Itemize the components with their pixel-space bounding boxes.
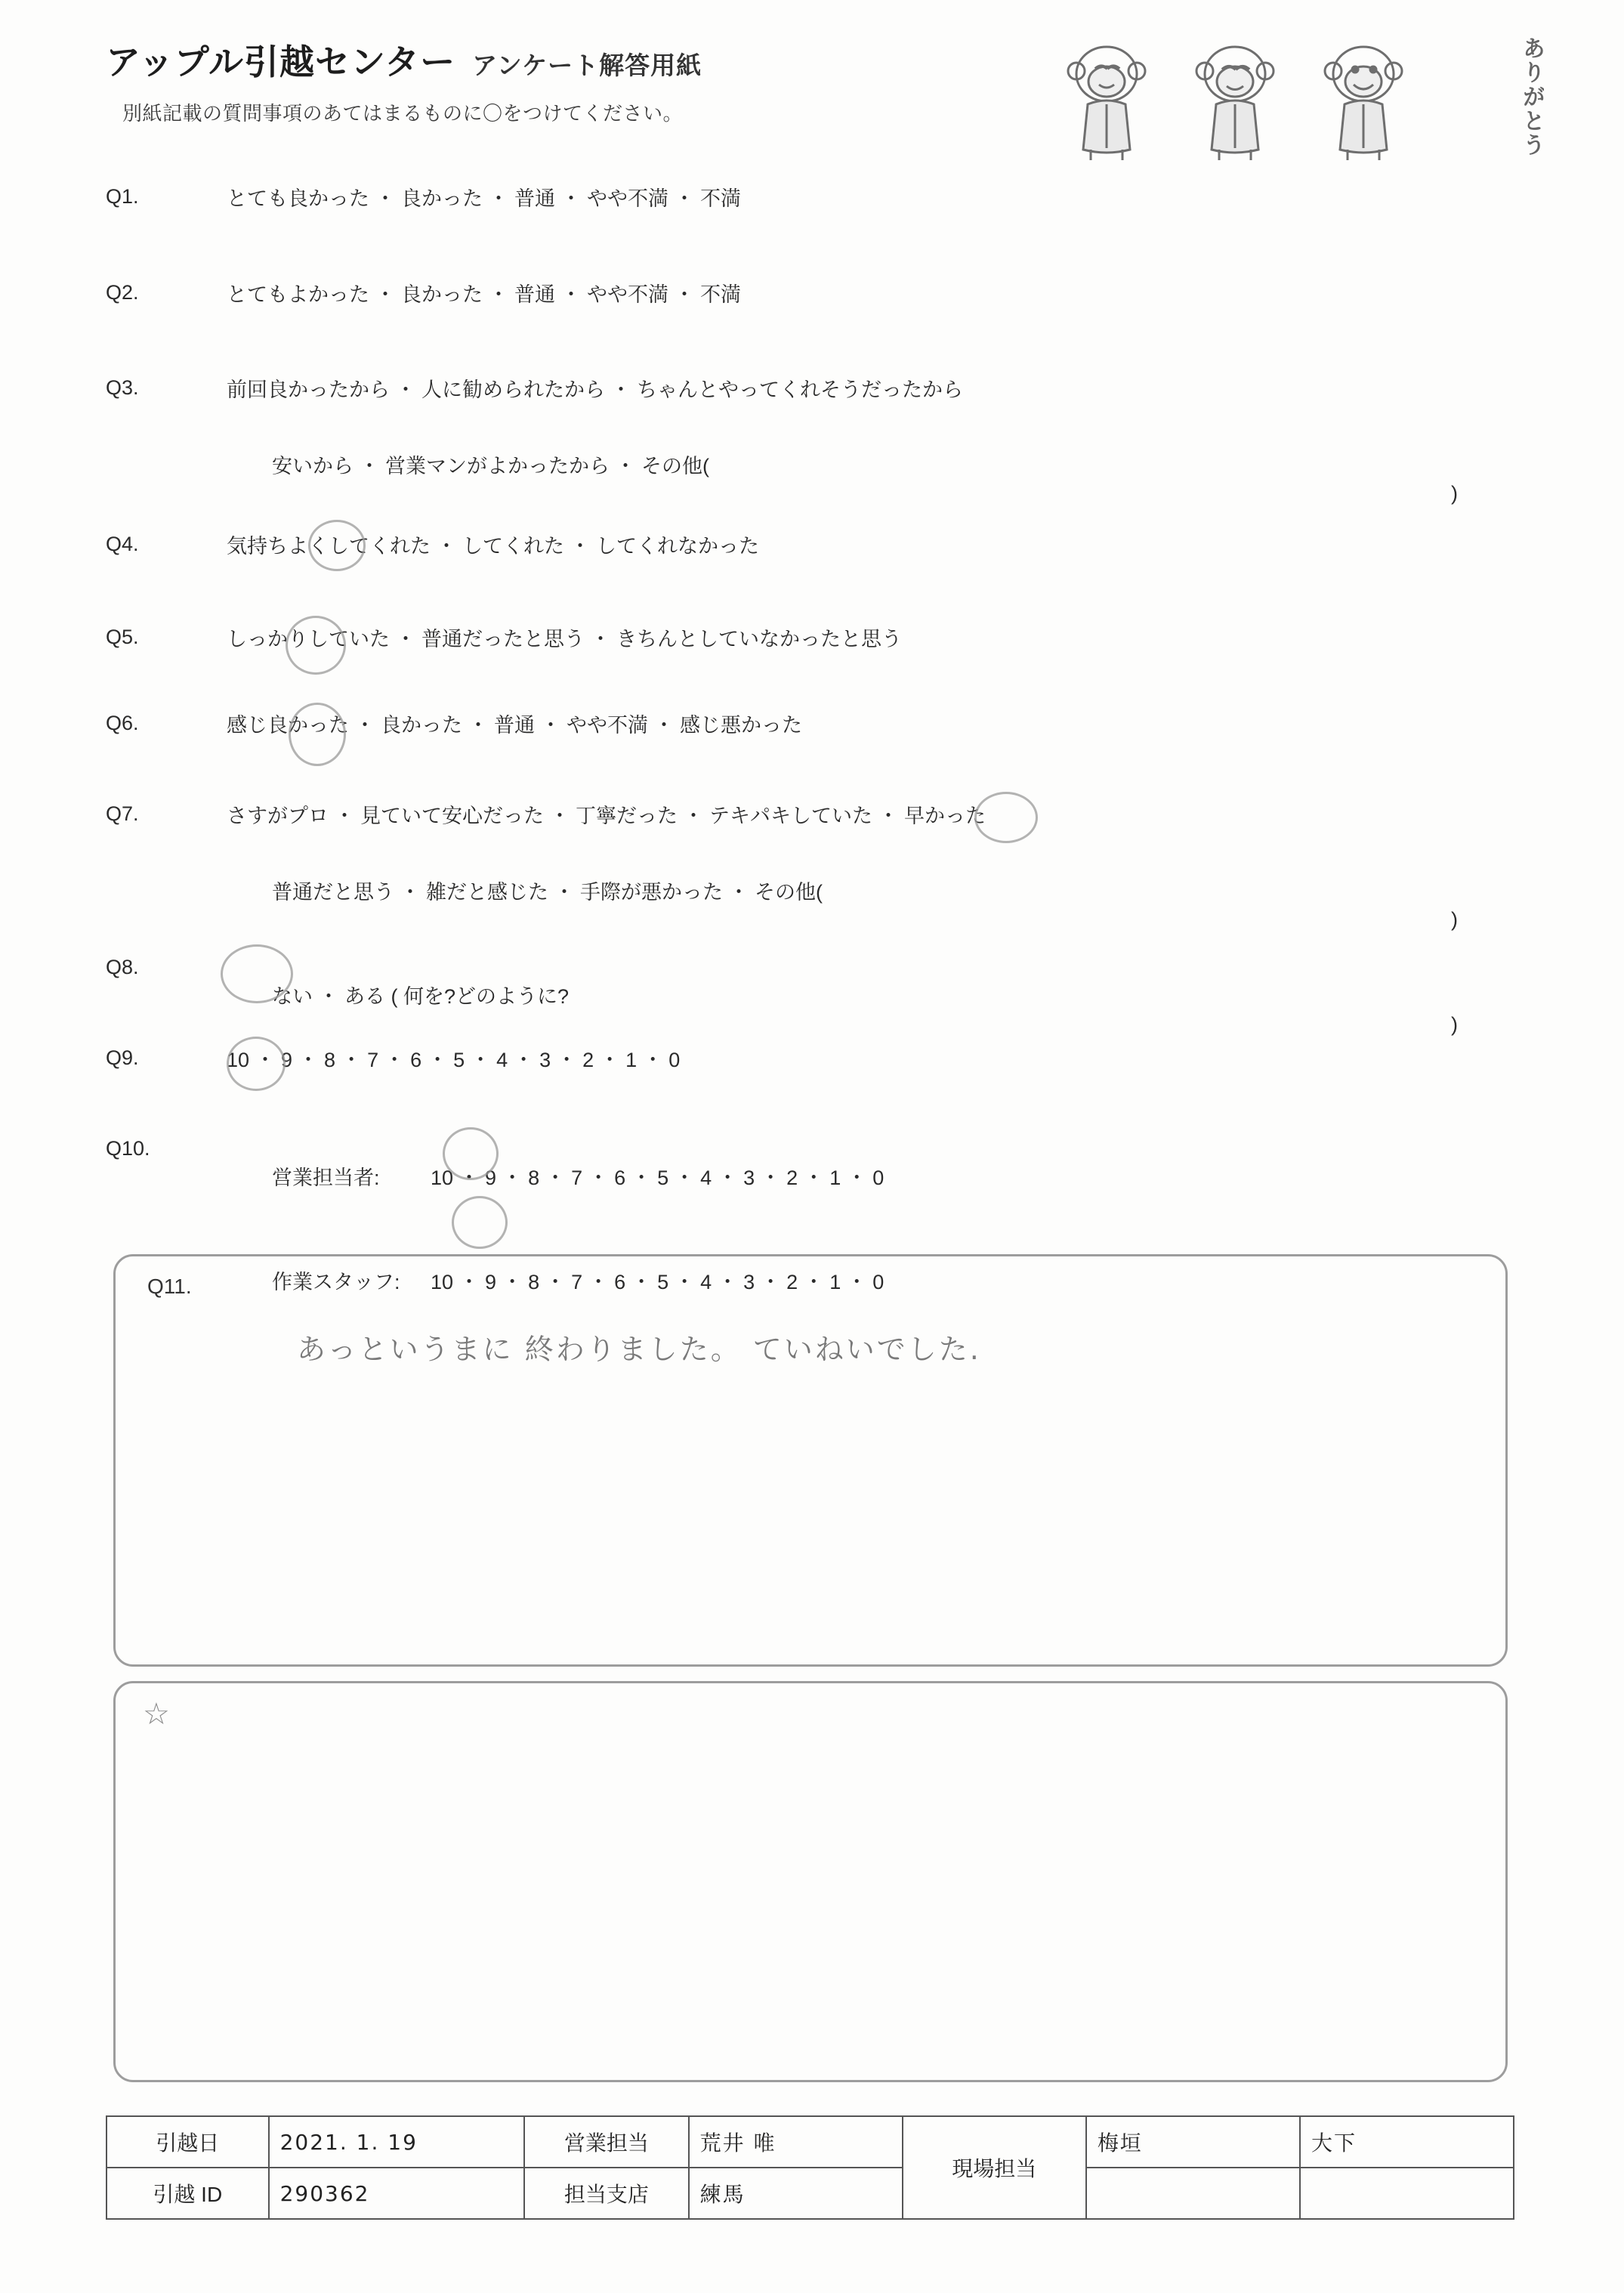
q3-option-line-1[interactable]: 前回良かったから ・ 人に勧められたから ・ ちゃんとやってくれそうだったから (227, 379, 964, 401)
q5-label: Q5. (106, 626, 139, 648)
site-staff-value-1[interactable]: 梅垣 (1086, 2116, 1300, 2168)
q7-option-line-2[interactable] (227, 851, 1526, 961)
q2-option-line[interactable]: とてもよかった ・ 良かった ・ 普通 ・ やや不満 ・ 不満 (227, 283, 742, 306)
move-id-value[interactable]: 290362 (269, 2168, 525, 2219)
move-id-label: 引越 ID (107, 2168, 269, 2219)
star-comment-box[interactable] (113, 1681, 1508, 2082)
question-q1 (106, 185, 1526, 212)
site-staff-extra-1[interactable] (1086, 2168, 1300, 2219)
q1-option-line[interactable]: とても良かった ・ 良かった ・ 普通 ・ やや不満 ・ 不満 (227, 187, 742, 210)
move-date-value[interactable]: 2021. 1. 19 (269, 2116, 525, 2168)
q2-label: Q2. (106, 281, 139, 304)
thanks-text: ありがとう (1519, 36, 1544, 157)
site-staff-label: 現場担当 (903, 2116, 1086, 2219)
site-staff-value-2[interactable]: 大下 (1300, 2116, 1514, 2168)
q8-close-paren: ) (1451, 1012, 1458, 1036)
branch-value[interactable]: 練馬 (689, 2168, 903, 2219)
q10-label: Q10. (106, 1137, 150, 1160)
question-q2 (106, 281, 1526, 308)
move-date-label: 引越日 (107, 2116, 269, 2168)
branch-label: 担当支店 (524, 2168, 688, 2219)
q5-options (227, 626, 1526, 653)
q7-option-line-1[interactable]: さすがプロ ・ 見ていて安心だった ・ 丁寧だった ・ テキパキしていた ・ 早かった (227, 805, 986, 827)
q10-staff-label: 作業スタッフ: (272, 1270, 400, 1293)
page-header (106, 35, 1178, 126)
q10-sales-label: 営業担当者: (272, 1167, 380, 1190)
q11-handwritten-comment: あっというまに 終わりました。 ていねいでした. (297, 1333, 981, 1366)
instruction-text: 別紙記載の質問事項のあてはまるものに〇をつけてください。 (122, 102, 684, 125)
q11-label: Q11. (147, 1275, 192, 1298)
q9-scale-line[interactable]: 10 ・ 9 ・ 8 ・ 7 ・ 6 ・ 5 ・ 4 ・ 3 ・ 2 ・ 1 ・ 0 (227, 1049, 681, 1071)
question-q5 (106, 626, 1526, 653)
star-icon: ☆ (143, 1698, 170, 1731)
q1-options (227, 185, 1526, 212)
monkey-icon-3 (1314, 35, 1413, 163)
question-q4 (106, 533, 1526, 560)
question-q9 (106, 1046, 1526, 1074)
q10-sales-row[interactable] (227, 1137, 1526, 1219)
q5-option-line[interactable]: しっかりしていた ・ 普通だったと思う ・ きちんとしていなかったと思う (227, 628, 903, 651)
q8-label: Q8. (106, 956, 139, 978)
q10-staff-scale: 10 ・ 9 ・ 8 ・ 7 ・ 6 ・ 5 ・ 4 ・ 3 ・ 2 ・ 1 ・ 0 (431, 1270, 885, 1293)
q3-options (227, 376, 1526, 535)
q9-label: Q9. (106, 1046, 139, 1069)
q6-options (227, 712, 1526, 739)
q4-options (227, 533, 1526, 560)
q3-option-line-2-text: 安いから ・ 営業マンがよかったから ・ その他( (272, 454, 710, 477)
q7-option-line-2-text: 普通だと思う ・ 雑だと感じた ・ 手際が悪かった ・ その他( (272, 880, 823, 904)
brand-title: アップル引越センター (106, 42, 456, 82)
q9-options (227, 1046, 1526, 1074)
q3-option-line-2[interactable] (227, 425, 1526, 535)
table-row (107, 2168, 1514, 2219)
q6-option-line[interactable]: 感じ良かった ・ 良かった ・ 普通 ・ やや不満 ・ 感じ悪かった (227, 714, 803, 737)
title-row (106, 35, 1178, 85)
q6-label: Q6. (106, 712, 139, 734)
question-q6 (106, 712, 1526, 739)
q10-sales-scale: 10 ・ 9 ・ 8 ・ 7 ・ 6 ・ 5 ・ 4 ・ 3 ・ 2 ・ 1 ・ 0 (431, 1167, 885, 1190)
q8-option-line-text: ない ・ ある ( 何を?どのように? (272, 985, 570, 1009)
q7-close-paren: ) (1451, 908, 1458, 932)
q11-comment-box[interactable] (113, 1254, 1508, 1667)
mascot-illustration (1050, 23, 1548, 166)
table-row (107, 2116, 1514, 2168)
q2-options (227, 281, 1526, 308)
question-q3 (106, 376, 1526, 535)
sales-rep-value[interactable]: 荒井 唯 (689, 2116, 903, 2168)
q3-close-paren: ) (1451, 482, 1458, 505)
q3-label: Q3. (106, 376, 139, 399)
form-type-title: アンケート解答用紙 (472, 51, 702, 79)
footer-info-table (106, 2115, 1514, 2220)
question-q7 (106, 802, 1526, 961)
monkey-icon-1 (1057, 35, 1156, 163)
sales-rep-label: 営業担当 (524, 2116, 688, 2168)
q7-label: Q7. (106, 802, 139, 825)
site-staff-extra-2[interactable] (1300, 2168, 1514, 2219)
q4-option-line[interactable]: 気持ちよくしてくれた ・ してくれた ・ してくれなかった (227, 535, 760, 558)
q4-label: Q4. (106, 533, 139, 555)
q7-options (227, 802, 1526, 961)
monkey-icon-2 (1186, 35, 1284, 163)
q1-label: Q1. (106, 185, 139, 208)
